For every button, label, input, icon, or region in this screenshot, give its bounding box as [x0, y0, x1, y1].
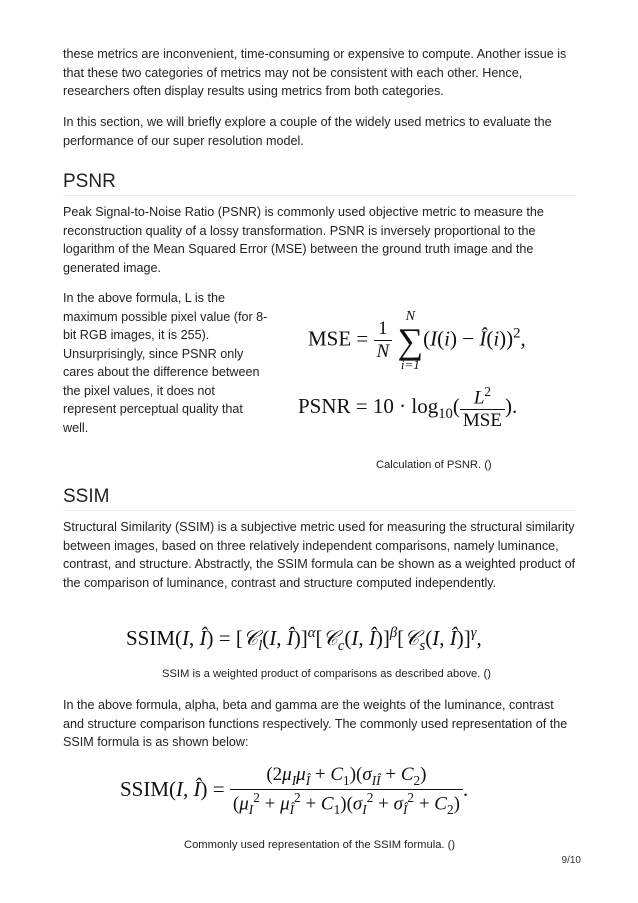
ssim-common-formula: SSIM(I, Î) = $\frac{(2\mu_I\mu_Î + C_1)(\sigma_{IÎ} + C_2)}{(\mu_I^2 + \mu_Î^2 + C_1)(\sigma_I^2 + \sigma_Î^2 + C_2)}$ .: [120, 764, 469, 817]
page-number: 9/10: [561, 855, 581, 866]
ssim-body-paragraph: Structural Similarity (SSIM) is a subjective metric used for measuring the structural similarity between images, based on three relatively independent comparisons, namely luminance, contrast, and structure. Abstractly, the SSIM formula can be shown as a weighted product of the comparison of luminance, contrast and structure computed independently.: [63, 520, 576, 590]
ssim-second-paragraph: In the above formula, alpha, beta and gamma are the weights of the luminance, contrast and structure comparison functions respectively. The commonly used representation of the SSIM formula is as shown below:: [63, 698, 568, 749]
psnr-body-paragraph: Peak Signal-to-Noise Ratio (PSNR) is commonly used objective metric to measure the reconstruction quality of a lossy transformation. PSNR is inversely proportional to the logarithm of the Mean Squared Error (MSE) between the ground truth image and the generated image.: [63, 205, 544, 275]
psnr-formula: PSNR = $10 \cdot \log_{10}$( $\frac{L^2}{\text{MSE}}$ ).: [298, 384, 518, 432]
ssim-heading: SSIM: [63, 486, 110, 507]
ssim-weighted-formula: SSIM(I, Î) = [𝒞$_l$(I, Î)]$^\alpha$[𝒞$_c$(I, Î)]$^\beta$[𝒞$_s$(I, Î)]$^\gamma$,: [126, 625, 482, 655]
intro-paragraph: these metrics are inconvenient, time-consuming or expensive to compute. Another issue is that these two categories of metrics may not be consistent with each other. Hence, researchers often display results using metrics from both categories.: [63, 47, 567, 98]
mse-formula: MSE = $\frac{1}{N}$ N ∑ i=1 (I(i) − Î(i))$^2$,: [308, 309, 526, 372]
psnr-heading-divider: [63, 195, 576, 196]
psnr-heading: PSNR: [63, 171, 116, 192]
ssim-caption-common: Commonly used representation of the SSIM formula. (): [184, 839, 456, 851]
ssim-heading-divider: [63, 510, 576, 511]
psnr-caption: Calculation of PSNR. (): [376, 459, 492, 471]
psnr-side-note: In the above formula, L is the maximum possible pixel value (for 8-bit RGB images, it is 255). Unsurprisingly, since PSNR only cares about the difference between the pixel values, it does not represent perceptual quality that well.: [63, 291, 268, 435]
section-intro-paragraph: In this section, we will briefly explore a couple of the widely used metrics to evaluate the performance of our super resolution model.: [63, 115, 552, 148]
ssim-caption-weighted: SSIM is a weighted product of comparisons as described above. (): [162, 668, 491, 680]
